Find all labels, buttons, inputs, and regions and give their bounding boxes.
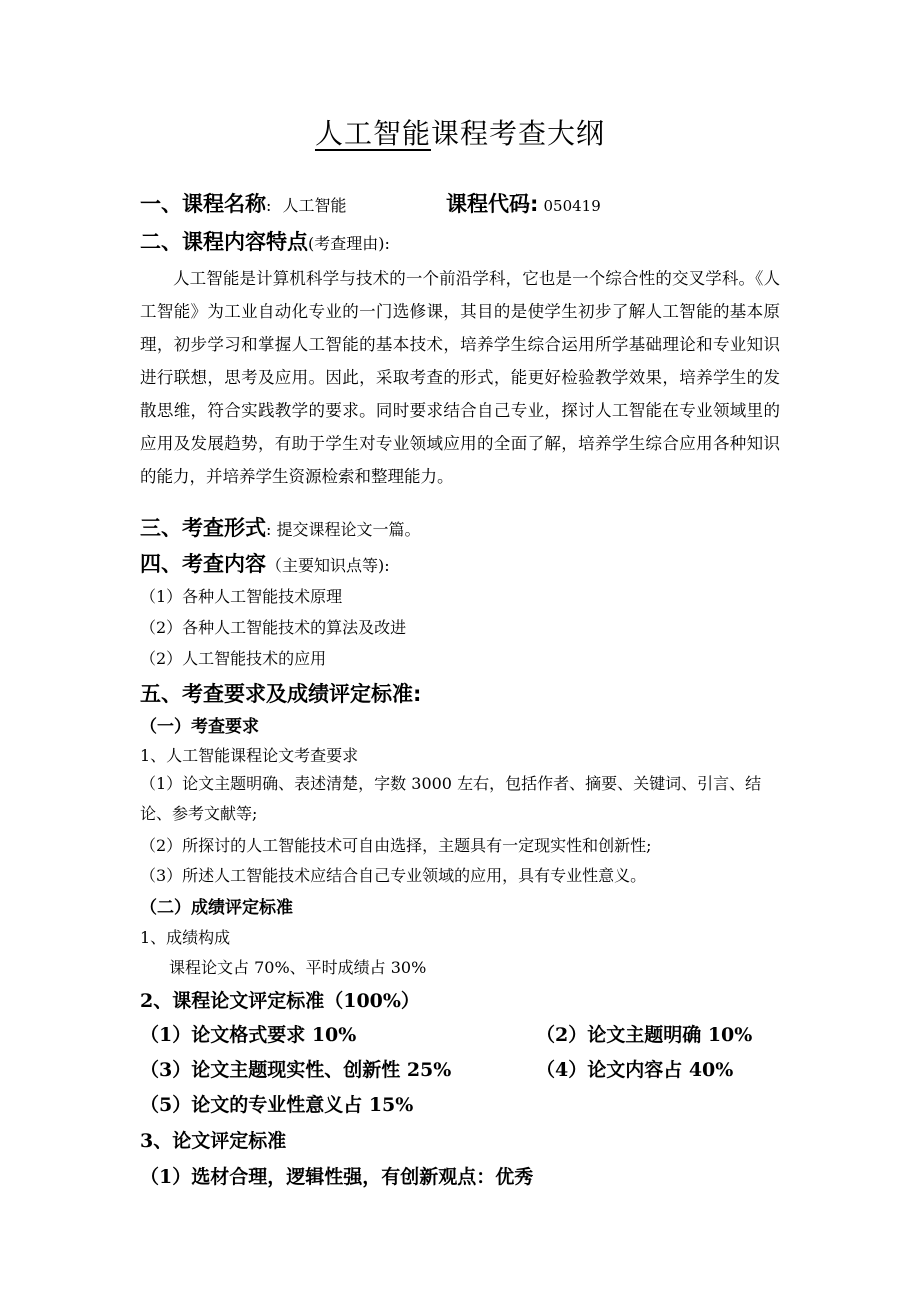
section-3 [140, 512, 420, 542]
section-1-colon: : [266, 196, 272, 215]
section-2 [140, 226, 390, 256]
section-5-label: 五、考查要求及成绩评定标准: [140, 682, 422, 706]
course-code [446, 188, 601, 218]
requirement-item: （1）论文主题明确、表述清楚，字数 3000 左右，包括作者、摘要、关键词、引言、结论、参考文献等; [140, 774, 762, 823]
requirement-item: （2）所探讨的人工智能技术可自由选择，主题具有一定现实性和创新性; [140, 836, 652, 855]
grading-composition: 课程论文占 70%、平时成绩占 30% [169, 958, 427, 977]
page-title [0, 112, 920, 152]
standard-item: （2）论文主题明确 10% [536, 1024, 753, 1046]
content-item: （2）各种人工智能技术的算法及改进 [140, 618, 407, 637]
section-3-value: : 提交课程论文一篇。 [266, 520, 421, 539]
standard-item: （1）论文格式要求 10% [140, 1024, 357, 1046]
grading-heading: 1、成绩构成 [140, 928, 231, 947]
content-item: （1）各种人工智能技术原理 [140, 587, 343, 606]
subsection-requirements: （一）考查要求 [140, 717, 259, 737]
title-rest: 课程考查大纲 [431, 117, 606, 150]
requirements-heading: 1、人工智能课程论文考查要求 [140, 746, 359, 765]
paper-standard-heading: 2、课程论文评定标准（100%） [140, 990, 420, 1012]
requirement-item: （3）所述人工智能技术应结合自己专业领域的应用，具有专业性意义。 [140, 866, 647, 885]
section-4-label: 四、考查内容 [140, 552, 266, 576]
content-item: （2）人工智能技术的应用 [140, 649, 327, 668]
standard-item: （4）论文内容占 40% [536, 1059, 734, 1081]
section-4 [140, 548, 390, 578]
section-4-note: （主要知识点等): [266, 556, 390, 575]
subsection-grading: （二）成绩评定标准 [140, 898, 293, 918]
section-3-label: 三、考查形式 [140, 516, 266, 540]
evaluation-heading: 3、论文评定标准 [140, 1130, 287, 1152]
standard-item: （3）论文主题现实性、创新性 25% [140, 1059, 452, 1081]
course-description: 人工智能是计算机科学与技术的一个前沿学科，它也是一个综合性的交叉学科。《人工智能》为工业自动化专业的一门选修课，其目的是使学生初步了解人工智能的基本原理，初步学习和掌握人工智能的基本技术，培养学生综合运用所学基础理论和专业知识进行联想，思考及应用。因此，采取考查的形式，能更好检验教学效果，培养学生的发散思维，符合实践教学的要求。同时要求结合自己专业，探讨人工智能在专业领域里的应用及发展趋势，有助于学生对专业领域应用的全面了解，培养学生综合应用各种知识的能力，并培养学生资源检索和整理能力。 [140, 269, 780, 486]
evaluation-item: （1）选材合理，逻辑性强，有创新观点：优秀 [140, 1166, 534, 1188]
standard-item: （5）论文的专业性意义占 15% [140, 1094, 414, 1116]
section-1-label: 一、课程名称 [140, 192, 266, 216]
section-1 [140, 188, 347, 218]
section-2-label: 二、课程内容特点 [140, 230, 308, 254]
section-2-note: (考查理由): [308, 234, 390, 253]
course-code-value: 050419 [543, 197, 601, 215]
course-code-label: 课程代码: [446, 192, 539, 216]
title-underlined: 人工智能 [314, 117, 431, 150]
course-name: 人工智能 [282, 196, 347, 215]
